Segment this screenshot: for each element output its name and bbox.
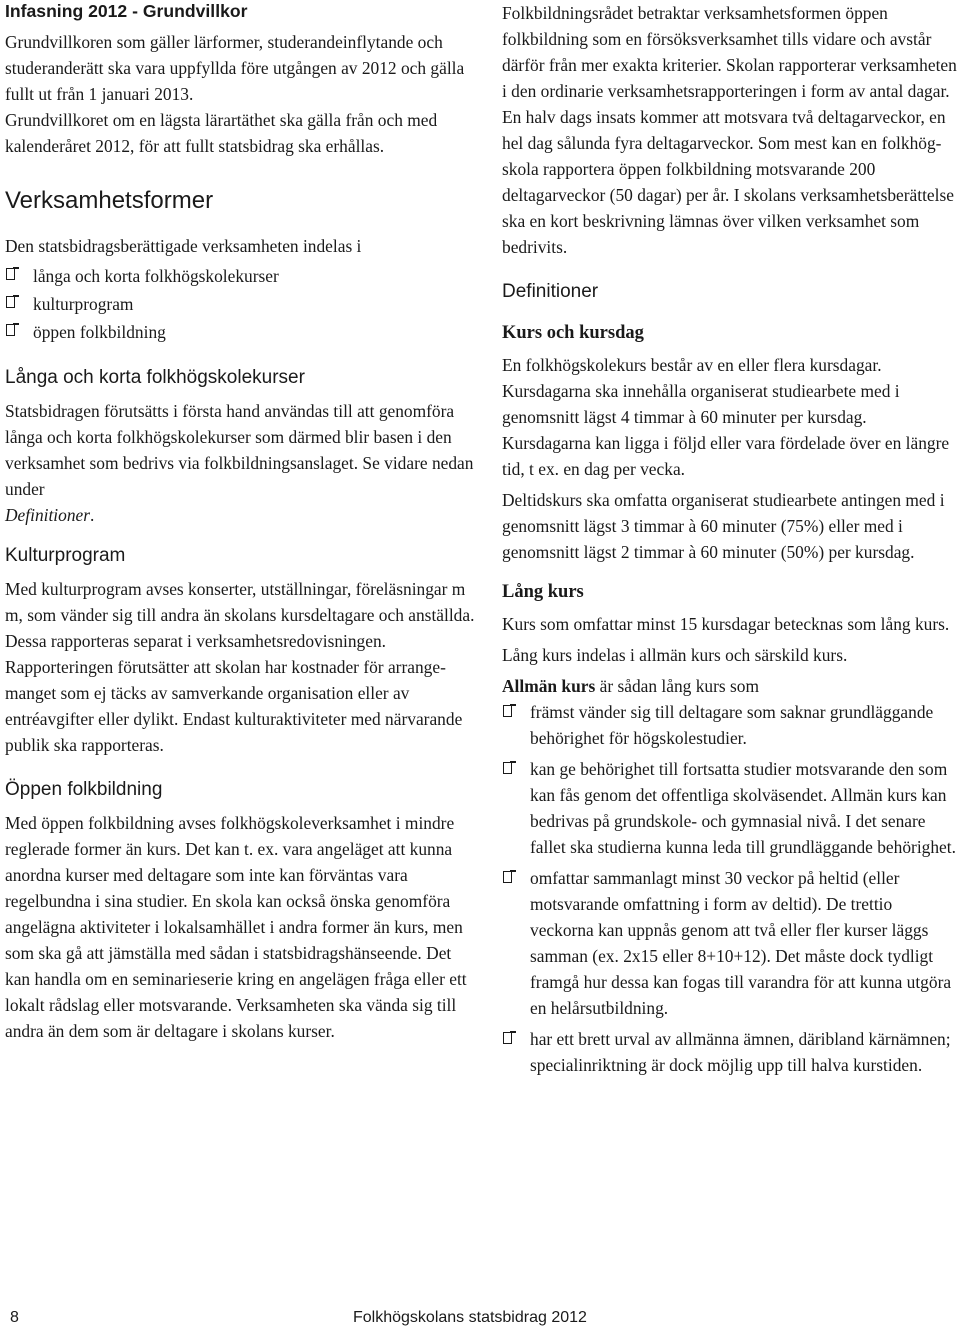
list-item: långa och korta folkhögskolekurser bbox=[5, 262, 475, 290]
square-bullet-icon bbox=[6, 324, 15, 336]
intro-paragraph-1: Grundvillkoren som gäller lärformer, studerandeinflytande och studeranderätt ska vara uppfyllda före utgången av 2012 och gälla fullt ut från 1 januari 2013. bbox=[5, 32, 465, 104]
oppen-folkbildning-heading: Öppen folkbildning bbox=[5, 779, 163, 800]
definitioner-heading: Definitioner bbox=[502, 281, 599, 302]
allman-kurs-intro: Allmän kurs är sådan lång kurs som bbox=[502, 676, 759, 696]
forms-list bbox=[5, 262, 475, 346]
list-item: kan ge behörighet till fortsatta studier motsvarande den som kan fås genom det offentliga skolväsendet. Allmän kurs kan bedrivas på grundskole- och gymnasial nivå. I det senare fallet ska studierna kunna leda till grundläggande behörighet. bbox=[502, 756, 958, 860]
list-item: har ett brett urval av allmänna ämnen, däribland kärnämnen; specialinriktning är dock möjlig upp till halva kurstiden. bbox=[502, 1026, 958, 1078]
lang-kurs-heading: Lång kurs bbox=[502, 582, 584, 602]
oppen-folkbildning-paragraph: Med öppen folkbildning avses folkhögskoleverksamhet i mindre reglerade former än kurs. Det kan t. ex. vara angeläget att kunna anordna kurser med deltagare som inte kan förväntas vara regelbundna i sina studier. En skola kan också önska genomföra angelägna aktiviteter i lokalsamhället i andra former än kurs, men som ska gå att jämställa med sådan i statsbidragshänseende. Det kan handla om en seminarieserie kring en angelägen fråga eller ett lokalt rådslag eller motsvarande. Verksamheten ska vända sig till andra än dem som är deltagare i skolans kurser. bbox=[5, 813, 467, 1041]
page-number: 8 bbox=[10, 1309, 19, 1326]
list-item: omfattar sammanlagt minst 30 veckor på heltid (eller motsvarande omfattning i form av deltid). De trettio veckorna kan uppnås genom att två eller fler kurser läggs samman (ex. 2x15 eller 8+10+12). Det måste dock tydligt framgå hur dessa kan fogas till varandra för att kunna utgöra en helårsutbildning. bbox=[502, 865, 958, 1021]
square-bullet-icon bbox=[503, 762, 512, 774]
lang-kurs-paragraph-1: Kurs som omfattar minst 15 kursdagar betecknas som lång kurs. bbox=[502, 614, 950, 634]
square-bullet-icon bbox=[6, 268, 15, 280]
kulturprogram-paragraph: Med kulturprogram avses konserter, utställningar, föreläsningar m m, som vänder sig till andra än skolans kursdeltagare och anställda. Dessa rapporteras separat i verksamhetsredovisningen. Rapporteringen förutsätter att skolan har kostnader för arrangemanget som ej täcks av samverkande organisation eller av entréavgifter eller dylikt. Endast kulturaktiviteter med närvarande publik ska rapporteras. bbox=[5, 579, 475, 755]
verksamhetsformer-heading: Verksamhetsformer bbox=[5, 187, 214, 214]
kurser-heading: Långa och korta folkhögskolekurser bbox=[5, 367, 305, 388]
right-column bbox=[502, 0, 958, 1078]
intro-heading: Infasning 2012 - Grundvillkor bbox=[5, 1, 248, 21]
allman-kurs-list bbox=[502, 699, 958, 1078]
square-bullet-icon bbox=[503, 871, 512, 883]
square-bullet-icon bbox=[503, 705, 512, 717]
list-item: öppen folkbildning bbox=[5, 318, 475, 346]
kulturprogram-heading: Kulturprogram bbox=[5, 545, 126, 566]
left-column bbox=[5, 0, 475, 1044]
allman-kurs-term: Allmän kurs bbox=[502, 676, 596, 696]
intro-paragraph-2: Grundvillkoret om en lägsta lärartäthet ska gälla från och med kalenderåret 2012, för att fullt statsbidrag ska erhållas. bbox=[5, 110, 438, 156]
kurser-paragraph: Statsbidragen förutsätts i första hand användas till att genomföra långa och korta folkhögskolekurser som därmed blir basen i den verksamhet som bedrivs via folkbildningsanslaget. Se vidare nedan under Definitioner. bbox=[5, 401, 474, 525]
square-bullet-icon bbox=[503, 1032, 512, 1044]
lang-kurs-paragraph-2: Lång kurs indelas i allmän kurs och särskild kurs. bbox=[502, 645, 848, 665]
publication-title: Folkhögskolans statsbidrag 2012 bbox=[353, 1309, 587, 1326]
oppen-folkbildning-continued: Folkbildningsrådet betraktar verksamhetsformen öppen folkbildning som en försöksverksamhet tills vidare och avstår därför från mer exakta kriterier. Skolan rapporterar verksamheten i den ordinarie verksamhetsrapporteringen i form av antal dagar. En halv dags insats kommer att motsvara två deltagarveckor, en hel dag sålunda fyra deltagarveckor. Som mest kan en folkhögskola rapportera öppen folkbildning motsvarande 200 deltagarveckor (50 dagar) per år. I skolans verksamhetsberättelse ska en kort beskrivning lämnas över vilken verksamhet som bedrivits. bbox=[502, 3, 957, 257]
definitioner-reference: Definitioner bbox=[5, 505, 91, 525]
list-item: främst vänder sig till deltagare som saknar grundläggande behörighet för högskolestudier. bbox=[502, 699, 958, 751]
square-bullet-icon bbox=[6, 296, 15, 308]
kurs-och-kursdag-heading: Kurs och kursdag bbox=[502, 323, 644, 343]
kurs-paragraph-2: Deltidskurs ska omfatta organiserat studiearbete antingen med i genomsnitt lägst 3 timmar à 60 minuter (75%) eller med i genomsnitt lägst 2 timmar à 60 minuter (50%) per kursdag. bbox=[502, 490, 945, 562]
verksamhetsformer-intro: Den statsbidragsberättigade verksamheten indelas i bbox=[5, 236, 362, 256]
list-item: kulturprogram bbox=[5, 290, 475, 318]
kurs-paragraph-1: En folkhögskolekurs består av en eller flera kursdagar. Kursdagarna ska innehålla organiserat studiearbete med i genomsnitt lägst 4 timmar à 60 minuter per kursdag. Kursdagarna kan ligga i följd eller vara fördelade över en längre tid, t ex. en dag per vecka. bbox=[502, 355, 950, 479]
